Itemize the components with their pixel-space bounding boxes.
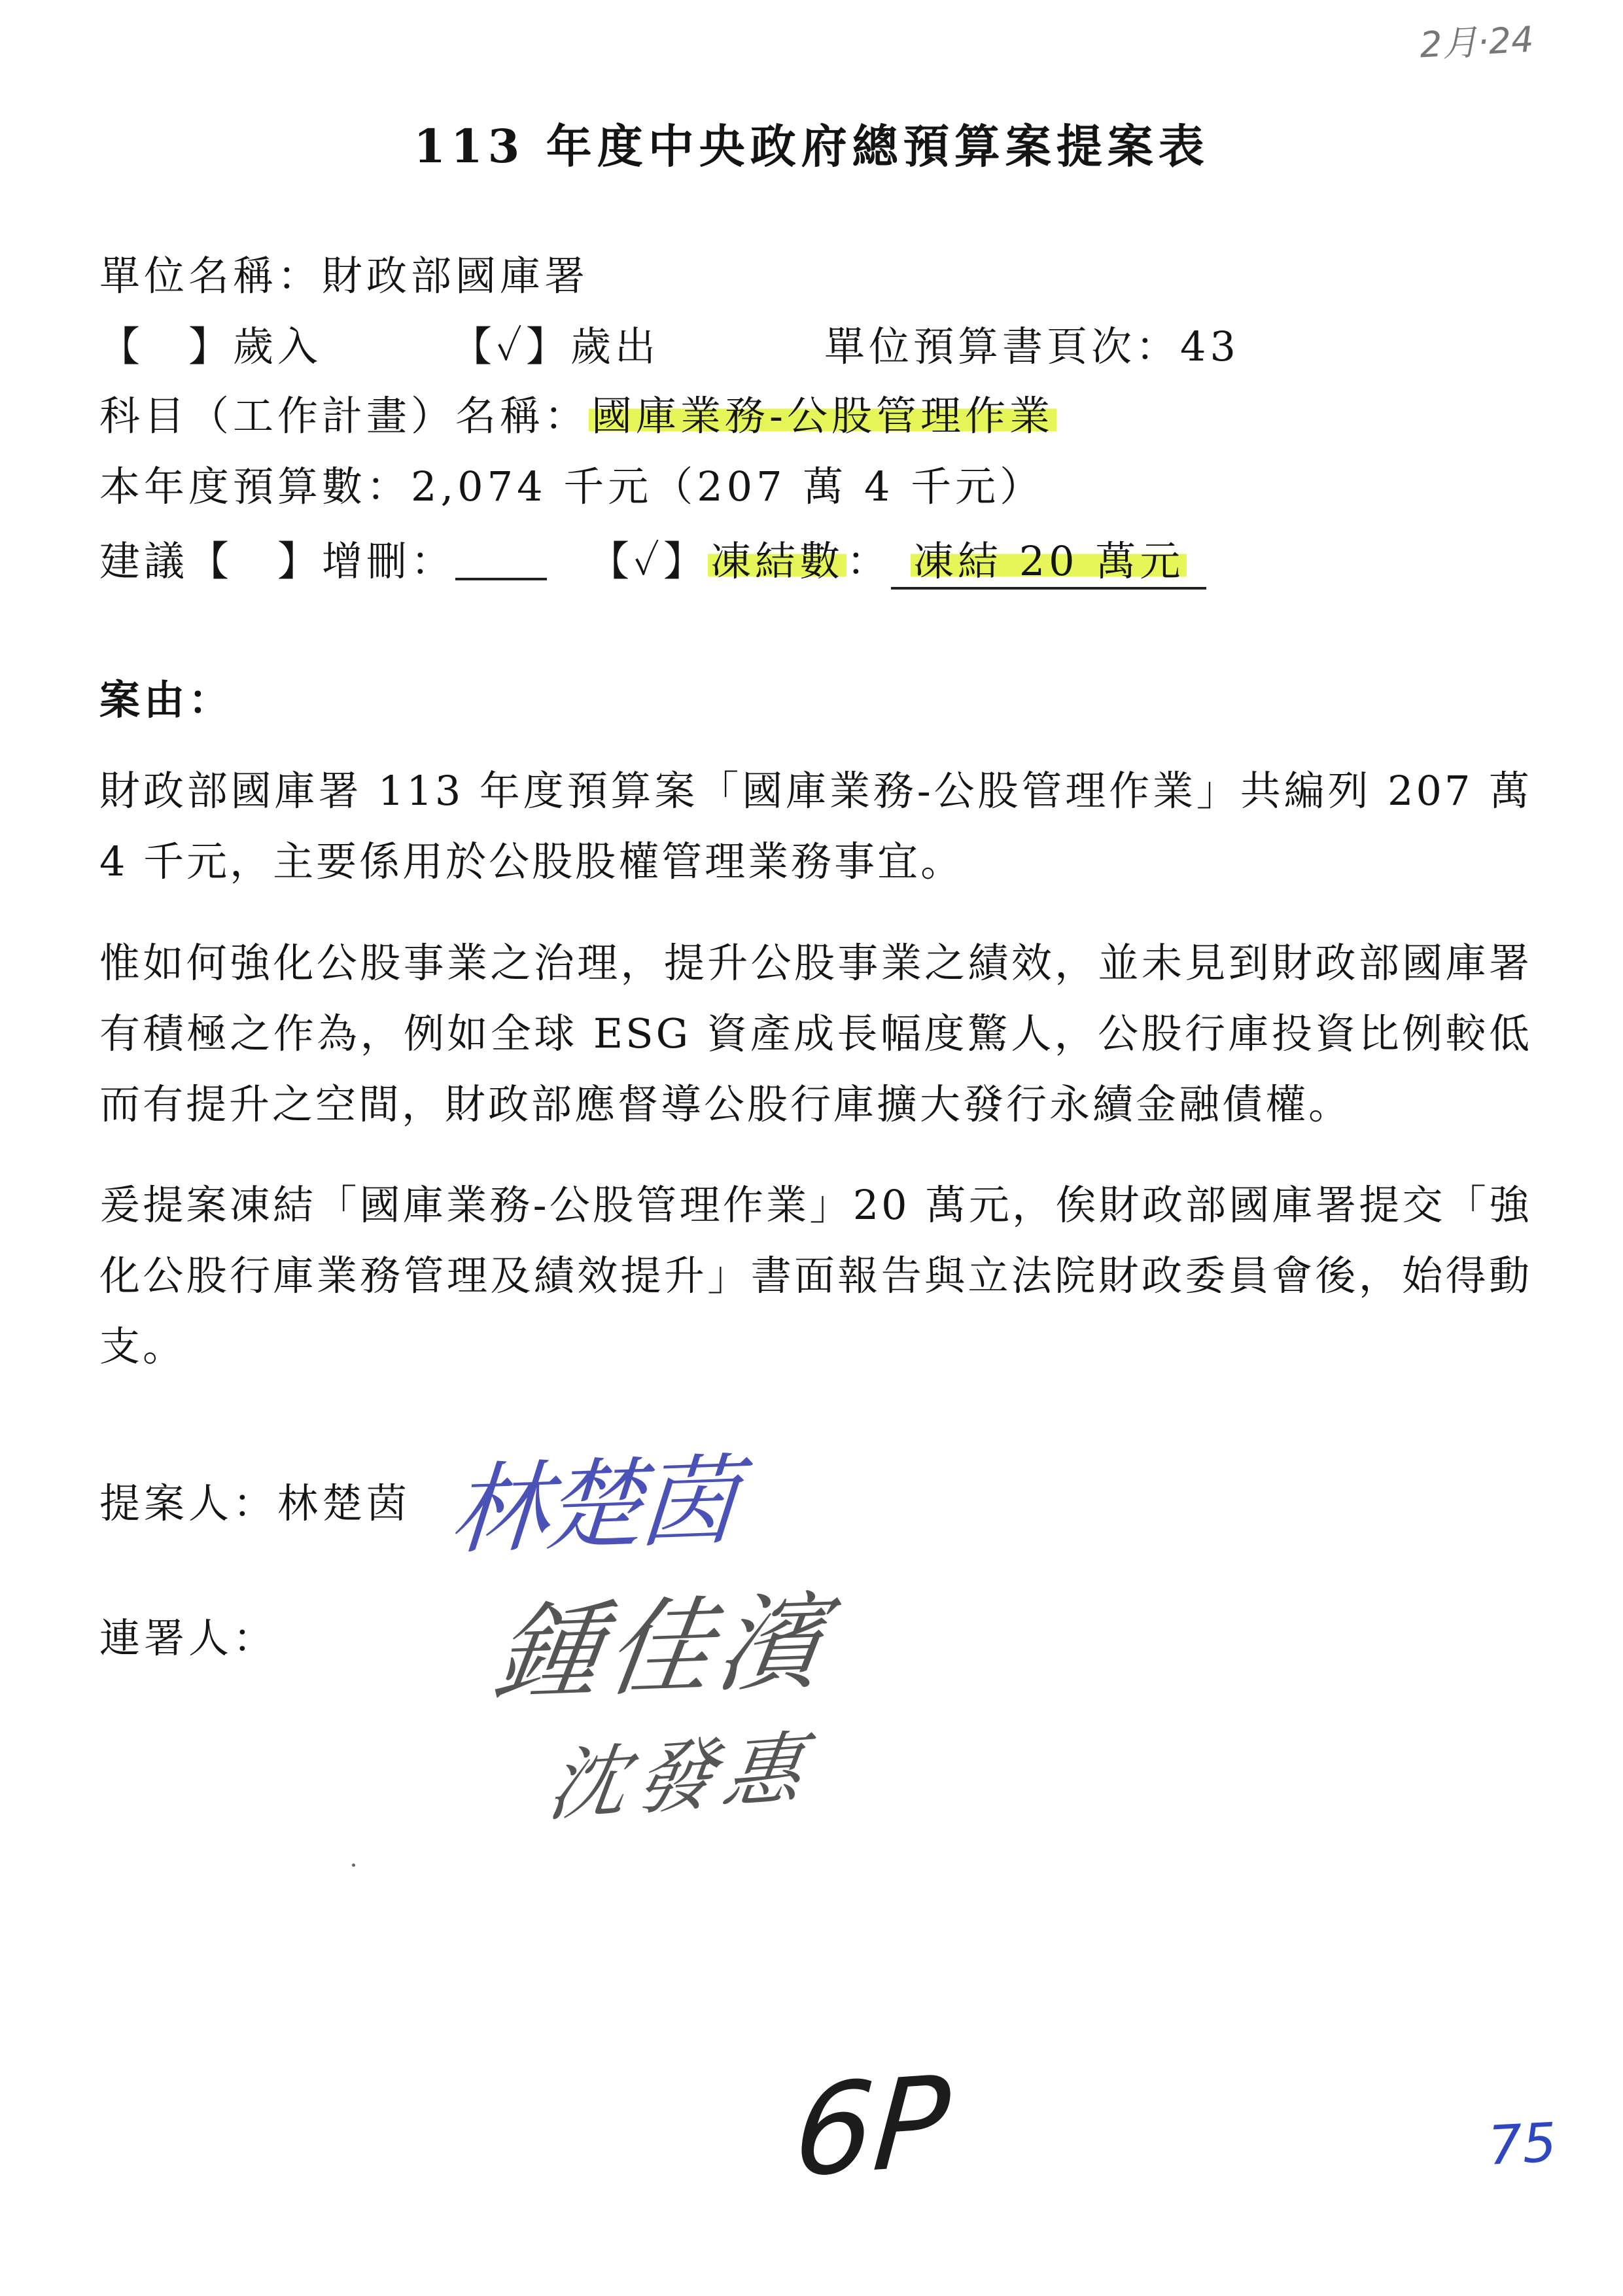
reason-heading: 案由： (99, 676, 234, 724)
freeze-value-text: 凍結 20 萬元 (911, 537, 1187, 585)
delete-value-blank (455, 541, 547, 580)
footer-mark: 6P (790, 2048, 954, 2206)
proposer-signature: 林楚茵 (447, 1444, 738, 1568)
proposal-label: 建議 (99, 537, 189, 585)
corner-date-mark: 2月·24 (1418, 18, 1535, 66)
freeze-group (589, 529, 1206, 590)
revenue-label: 歲入 (233, 323, 323, 370)
reason-paragraph-3: 爰提案凍結「國庫業務-公股管理作業」20 萬元，俟財政部國庫署提交「強化公股行庫業務管理及績效提升」書面報告與立法院財政委員會後，始得動支。 (99, 1181, 1532, 1370)
cosigners-label: 連署人： (99, 1614, 278, 1662)
freeze-checkbox: 【✓】 (589, 537, 708, 585)
page-number: 75 (1486, 2111, 1558, 2178)
budget-page-ref (824, 314, 1240, 372)
cosigner-signature-1: 鍾佳濱 (487, 1580, 839, 1716)
subject-line (99, 383, 1056, 442)
proposal-line (99, 529, 547, 587)
subject-label: 科目（工作計畫）名稱： (99, 392, 589, 440)
proposer-name: 林楚茵 (277, 1479, 411, 1527)
budget-amount-label: 本年度預算數： (99, 463, 411, 510)
freeze-value (891, 529, 1206, 590)
cosigner-signature-2: 沈發惠 (542, 1722, 818, 1833)
revenue-checkbox: 【 】 (99, 323, 234, 370)
reason-paragraph-2: 惟如何強化公股事業之治理，提升公股事業之績效，並未見到財政部國庫署有積極之作為，例如全球 ESG 資產成長幅度驚人，公股行庫投資比例較低而有提升之空間，財政部應督導公股行庫擴大發行永續金融債權。 (99, 939, 1532, 1128)
expense-checkbox-group (451, 314, 659, 372)
subject-value: 國庫業務-公股管理作業 (589, 392, 1056, 440)
stray-dot (352, 1863, 355, 1867)
budget-page-label: 單位預算書頁次： (824, 323, 1181, 370)
freeze-colon: ： (846, 537, 892, 585)
unit-value: 財政部國庫署 (322, 252, 589, 300)
page-title: 113 年度中央政府總預算案提案表 (413, 119, 1210, 173)
unit-line (99, 243, 589, 302)
budget-amount-value: 2,074 千元（207 萬 4 千元） (411, 463, 1045, 510)
budget-page-value: 43 (1180, 323, 1240, 370)
revenue-checkbox-group (99, 314, 322, 372)
unit-label: 單位名稱： (99, 252, 323, 300)
proposer-label: 提案人： (99, 1479, 278, 1527)
expense-checkbox: 【✓】 (451, 323, 570, 370)
reason-paragraph-1: 財政部國庫署 113 年度預算案「國庫業務-公股管理作業」共編列 207 萬 4 千元，主要係用於公股股權管理業務事宜。 (99, 767, 1532, 885)
delete-label: 增刪： (322, 537, 456, 585)
budget-amount-line (99, 454, 1044, 512)
freeze-label: 凍結數 (708, 537, 846, 585)
proposer-line (99, 1471, 411, 1529)
delete-checkbox: 【 】 (188, 537, 323, 585)
expense-label: 歲出 (570, 323, 660, 370)
